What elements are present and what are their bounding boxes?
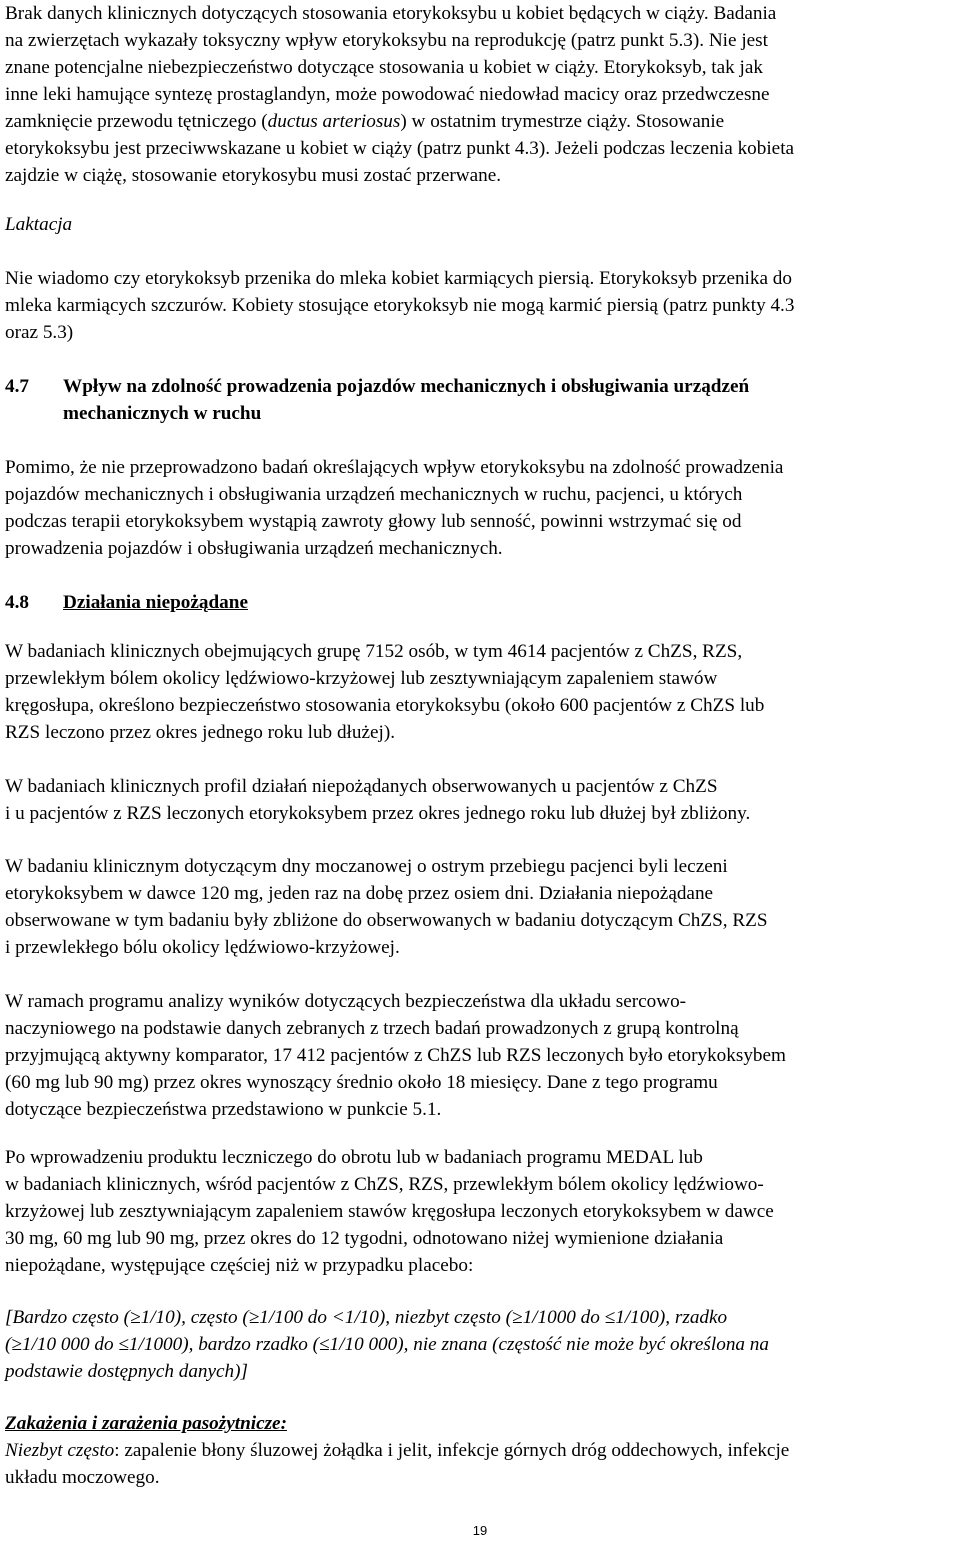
text-line: etorykoksybu jest przeciwwskazane u kobiet w ciąży (patrz punkt 4.3). Jeżeli podczas leczenia kobieta — [5, 138, 795, 159]
text-line: [Bardzo często (≥1/10), często (≥1/100 do <1/10), niezbyt często (≥1/1000 do ≤1/100), rzadko — [5, 1307, 728, 1328]
section-4-7-heading — [5, 373, 956, 427]
lactation-paragraph — [5, 265, 956, 346]
text-line: Po wprowadzeniu produktu leczniczego do obrotu lub w badaniach programu MEDAL lub — [5, 1147, 703, 1168]
text-line: W ramach programu analizy wyników dotyczących bezpieczeństwa dla układu sercowo- — [5, 991, 687, 1012]
text-line: na zwierzętach wykazały toksyczny wpływ etorykoksybu na reprodukcję (patrz punkt 5.3). Nie jest — [5, 30, 768, 51]
text-line: RZS leczono przez okres jednego roku lub dłużej). — [5, 722, 396, 743]
text-line: inne leki hamujące syntezę prostaglandyn, może powodować niedowład macicy oraz przedwczesne — [5, 84, 770, 105]
paragraph-5 — [5, 1144, 956, 1279]
text-line: znane potencjalne niebezpieczeństwo dotyczące stosowania u kobiet w ciąży. Etorykoksyb, tak jak — [5, 57, 763, 78]
infections-block — [5, 1410, 956, 1491]
text-line: etorykoksybem w dawce 120 mg, jeden raz na dobę przez osiem dni. Działania niepożądane — [5, 883, 714, 904]
section-4-8-heading — [5, 589, 956, 616]
text-line: zajdzie w ciążę, stosowanie etorykosybu musi zostać przerwane. — [5, 165, 502, 186]
text-span: ) w ostatnim trymestrze ciąży. Stosowanie — [400, 111, 725, 132]
text-line: i przewlekłego bólu okolicy lędźwiowo-krzyżowej. — [5, 937, 400, 958]
lactation-title: Laktacja — [5, 214, 73, 235]
text-line: kręgosłupa, określono bezpieczeństwo stosowania etorykoksybu (około 600 pacjentów z ChZS lub — [5, 695, 765, 716]
text-line: krzyżowej lub zesztywniającym zapaleniem stawów kręgosłupa leczonych etorykoksybem w dawce — [5, 1201, 774, 1222]
text-line: (≥1/10 000 do ≤1/1000), bardzo rzadko (≤1/10 000), nie znana (częstość nie może być określona na — [5, 1334, 769, 1355]
soc-title: Zakażenia i zarażenia pasożytnicze: — [5, 1413, 287, 1434]
text-span: zamknięcie przewodu tętniczego ( — [5, 111, 268, 132]
text-line: Nie wiadomo czy etorykoksyb przenika do mleka kobiet karmiących piersią. Etorykoksyb przenika do — [5, 268, 792, 289]
text-line — [5, 108, 956, 135]
frequency-definitions — [5, 1304, 956, 1385]
section-title: Wpływ na zdolność prowadzenia pojazdów mechanicznych i obsługiwania urządzeń — [63, 376, 750, 397]
text-line: przewlekłym bólem okolicy lędźwiowo-krzyżowej lub zesztywniającym zapaleniem stawów — [5, 668, 718, 689]
section-4-7-paragraph — [5, 454, 956, 562]
text-line: Brak danych klinicznych dotyczących stosowania etorykoksybu u kobiet będących w ciąży. Badania — [5, 3, 777, 24]
section-number: 4.7 — [5, 376, 29, 397]
section-title-cont: mechanicznych w ruchu — [63, 403, 262, 424]
text-line: W badaniach klinicznych profil działań niepożądanych obserwowanych u pacjentów z ChZS — [5, 776, 718, 797]
text-line — [5, 1437, 956, 1464]
text-line: W badaniu klinicznym dotyczącym dny moczanowej o ostrym przebiegu pacjenci byli leczeni — [5, 856, 728, 877]
text-line: oraz 5.3) — [5, 322, 74, 343]
text-line: dotyczące bezpieczeństwa przedstawiono w punkcie 5.1. — [5, 1099, 442, 1120]
latin-term: ductus arteriosus — [267, 111, 401, 132]
page-number: 19 — [472, 1523, 488, 1538]
text-line: i u pacjentów z RZS leczonych etorykoksybem przez okres jednego roku lub dłużej był zbliżony. — [5, 803, 751, 824]
text-line: przyjmującą aktywny komparator, 17 412 pacjentów z ChZS lub RZS leczonych było etorykoksybem — [5, 1045, 786, 1066]
section-number: 4.8 — [5, 592, 29, 613]
text-line: W badaniach klinicznych obejmujących grupę 7152 osób, w tym 4614 pacjentów z ChZS, RZS, — [5, 641, 743, 662]
text-line: (60 mg lub 90 mg) przez okres wynoszący średnio około 18 miesięcy. Dane z tego programu — [5, 1072, 718, 1093]
text-line: niepożądane, występujące częściej niż w przypadku placebo: — [5, 1255, 474, 1276]
text-line: naczyniowego na podstawie danych zebranych z trzech badań prowadzonych z grupą kontrolną — [5, 1018, 739, 1039]
text-line: układu moczowego. — [5, 1467, 160, 1488]
text-line: obserwowane w tym badaniu były zbliżone do obserwowanych w badaniu dotyczącym ChZS, RZS — [5, 910, 768, 931]
text-line: podczas terapii etorykoksybem wystąpią zawroty głowy lub senność, powinni wstrzymać się od — [5, 511, 742, 532]
text-line: prowadzenia pojazdów i obsługiwania urządzeń mechanicznych. — [5, 538, 503, 559]
paragraph-2 — [5, 773, 956, 827]
paragraph-4 — [5, 988, 956, 1123]
text-line: w badaniach klinicznych, wśród pacjentów z ChZS, RZS, przewlekłym bólem okolicy lędźwiowo- — [5, 1174, 764, 1195]
text-line: Pomimo, że nie przeprowadzono badań określających wpływ etorykoksybu na zdolność prowadzenia — [5, 457, 784, 478]
text-line: podstawie dostępnych danych)] — [5, 1361, 248, 1382]
text-line: pojazdów mechanicznych i obsługiwania urządzeń mechanicznych w ruchu, pacjenci, u których — [5, 484, 743, 505]
text-line: mleka karmiących szczurów. Kobiety stosujące etorykoksyb nie mogą karmić piersią (patrz punkty 4.3 — [5, 295, 795, 316]
paragraph-1 — [5, 638, 956, 746]
text-span: : zapalenie błony śluzowej żołądka i jelit, infekcje górnych dróg oddechowych, infekcje — [114, 1440, 790, 1461]
text-line: 30 mg, 60 mg lub 90 mg, przez okres do 12 tygodni, odnotowano niżej wymienione działania — [5, 1228, 724, 1249]
section-title: Działania niepożądane — [63, 592, 248, 613]
frequency-label: Niezbyt często — [5, 1440, 115, 1461]
pregnancy-paragraph — [5, 0, 956, 189]
paragraph-3 — [5, 853, 956, 961]
